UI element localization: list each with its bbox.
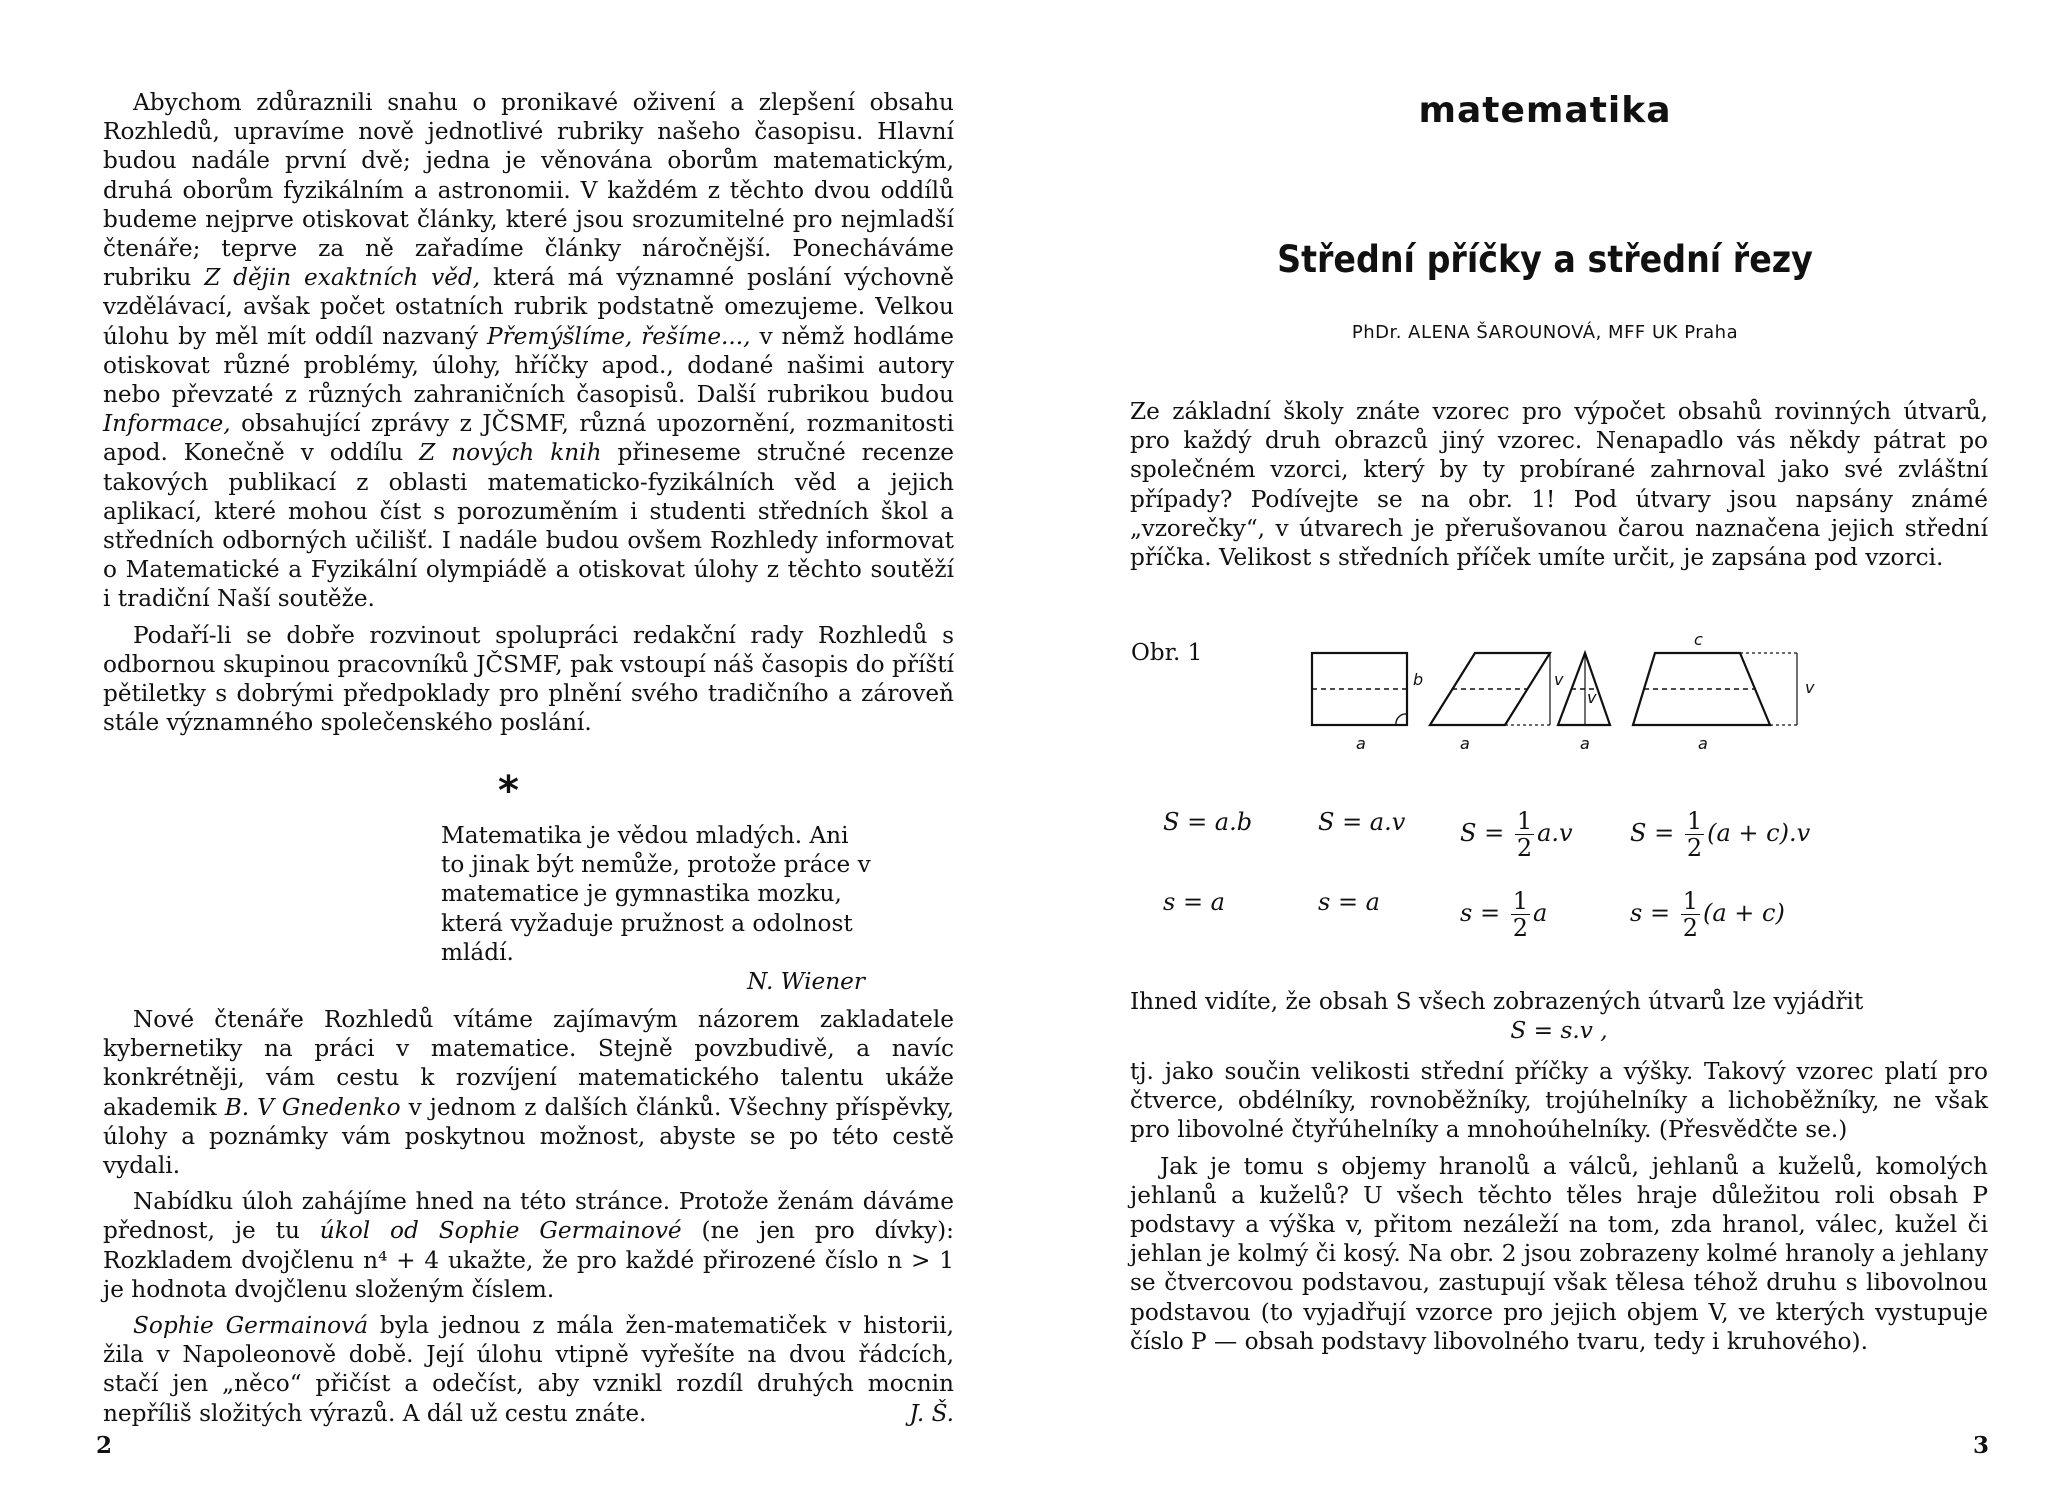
rubric-heading: matematika: [1418, 90, 1672, 131]
page-number-right: 3: [1973, 1432, 1990, 1459]
article-intro: [1130, 397, 1988, 572]
page-number-left: 2: [96, 1432, 113, 1459]
intro-paragraph-1: Abychom zdůraznili snahu o pronikavé oživení a zlepšení obsahu Rozhledů, upravíme nově jednotlivé rubriky našeho časopisu. Hlavní budou nadále první dvě; jedna je věnována oborům matematickým, druhá oborům fyzikálním a astronomii. V každém z těchto dvou oddílů budeme nejprve otiskovat články, které jsou srozumitelné pro nejmladší čtenáře; teprve za ně zařadíme články náročnější. Ponecháváme rubriku Z dějin exaktních věd, která má významné poslání výchovně vzdělávací, avšak počet ostatních rubrik podstatně omezujeme. Velkou úlohu by měl mít oddíl nazvaný Přemýšlíme, řešíme..., v němž hodláme otiskovat různé problémy, úlohy, hříčky apod., dodané našimi autory nebo převzaté z různých zahraničních časopisů. Další rubrikou budou Informace, obsahující zprávy z JČSMF, různá upozornění, rozmanitosti apod. Konečně v oddílu Z nových knih přineseme stručné recenze takových publikací z oblasti matematicko-fyzikálních věd a jejich aplikací, které mohou číst s porozuměním i studenti středních škol a středních odborných učilišť. I nadále budou ovšem Rozhledy informovat o Matematické a Fyzikální olympiádě a otiskovat úlohy z těchto soutěží i tradiční Naší soutěže.: [103, 89, 955, 613]
article-paragraph-4: Jak je tomu s objemy hranolů a válců, jehlanů a kuželů, komolých jehlanů a kuželů? U všech těchto těles hraje důležitou roli obsah P podstavy a výška v, přitom nezáleží na tom, zda hranol, válec, kužel či jehlan je kolmý či kosý. Na obr. 2 jsou zobrazeny kolmé hranoly a jehlany se čtvercovou podstavou, zastupují však tělesa téhož druhu s libovolnou podstavou (to vyjadřují vzorce pro jejich objem V, ve kterých vystupuje číslo P — obsah podstavy libovolného tvaru, tedy i kruhového).: [1130, 1152, 1988, 1355]
label-a-tri: a: [1580, 734, 1590, 753]
quote-author: N. Wiener: [747, 968, 865, 995]
intro-text: [103, 88, 954, 737]
figure-1-shapes: [1300, 625, 1860, 755]
right-angle-mark: [1396, 714, 1407, 725]
label-a-par: a: [1460, 734, 1470, 753]
formula-center: S = s.v ,: [1510, 1017, 1608, 1045]
figure-label: Obr. 1: [1131, 640, 1203, 666]
label-v-trap: v: [1805, 678, 1815, 697]
formula-trap: S = $\frac{1}{2}$ (a + c).v: [1630, 807, 1811, 862]
formula-row-area: [1130, 808, 1990, 868]
midline-trap: s = $\frac{1}{2}$ (a + c): [1630, 887, 1785, 942]
article-paragraph-1: Ze základní školy znáte vzorec pro výpočet obsahů rovinných útvarů, pro každý druh obrazců jiný vzorec. Nenapadlo vás někdy pátrat po společném vzorci, který by ty probírané zahrnoval jako své zvláštní případy? Podívejte se na obr. 1! Pod útvary jsou napsány známé „vzorečky“, v útvarech je přerušovanou čarou naznačena jejich střední příčka. Velikost s středních příček umíte určit, je zapsána pod vzorci.: [1130, 398, 1988, 572]
germain-paragraph: Sophie Germainová byla jednou z mála žen-matematiček v historii, žila v Napoleonově době. Její úlohu vtipně vyřešíte na dvou řádcích, stačí jen „něco“ přičíst a odečíst, aby vznikl rozdíl druhých mocnin nepříliš složitých výrazů. A dál už cestu znáte. J. Š.: [103, 1312, 954, 1427]
label-b-rect: b: [1413, 670, 1424, 689]
conclusion-block: [1130, 987, 1988, 1045]
task-paragraph: Nabídku úloh zahájíme hned na této stránce. Protože ženám dáváme přednost, je tu úkol od Sophie Germainové (ne jen pro dívky): Rozkladem dvojčlenu n⁴ + 4 ukažte, že pro každé přirozené číslo n > 1 je hodnota dvojčlenu složeným číslem.: [103, 1188, 954, 1303]
welcome-paragraph: Nové čtenáře Rozhledů vítáme zajímavým názorem zakladatele kybernetiky na práci v matematice. Stejně povzbudivě, a navíc konkrétněji, vám cestu k rozvíjení matematického talentu ukáže akademik B. V Gnedenko v jednom z dalších článků. Všechny příspěvky, úlohy a poznámky vám poskytnou možnost, abyste se po této cestě vydali.: [103, 1006, 954, 1180]
star-separator: *: [498, 768, 519, 814]
article-author: PhDr. ALENA ŠAROUNOVÁ, MFF UK Praha: [1351, 322, 1739, 343]
article-paragraph-3: tj. jako součin velikosti střední příčky a výšky. Takový vzorec platí pro čtverce, obdélníky, rovnoběžníky, trojúhelníky a lichoběžníky, ne však pro libovolné čtyřúhelníky a mnohoúhelníky. (Přesvědčte se.): [1130, 1058, 1988, 1144]
intro-paragraph-2: Podaří-li se dobře rozvinout spolupráci redakční rady Rozhledů s odbornou skupinou pracovníků JČSMF, pak vstoupí náš časopis do příští pětiletky s dobrými předpoklady pro plnění svého tradičního a zároveň stále významného společenského poslání.: [103, 621, 954, 737]
midline-par: s = a: [1318, 888, 1380, 916]
welcome-text: [103, 1005, 954, 1428]
midline-tri: s = $\frac{1}{2}$ a: [1460, 887, 1548, 942]
formula-rect: S = a.b: [1163, 808, 1253, 836]
right-page: [1030, 0, 2060, 1500]
label-c-trap: c: [1694, 630, 1703, 649]
label-v-tri: v: [1587, 688, 1597, 707]
label-a-trap: a: [1698, 734, 1708, 753]
article-continuation: [1130, 1057, 1988, 1356]
midline-rect: s = a: [1163, 888, 1225, 916]
article-paragraph-2: Ihned vidíte, že obsah S všech zobrazených útvarů lze vyjádřit: [1130, 988, 1864, 1015]
formula-row-midline: [1130, 888, 1990, 948]
quote-text: Matematika je vědou mladých. Ani to jinak být nemůže, protože práce v matematice je gymnastika mozku, která vyžaduje pružnost a odolnost mládí.: [441, 822, 871, 966]
label-a-rect: a: [1356, 734, 1366, 753]
signature: J. Š.: [909, 1399, 954, 1427]
formula-par: S = a.v: [1318, 808, 1406, 836]
article-title: Střední příčky a střední řezy: [1277, 238, 1813, 281]
formula-tri: S = $\frac{1}{2}$ a.v: [1460, 807, 1573, 862]
label-v-par: v: [1554, 670, 1564, 689]
